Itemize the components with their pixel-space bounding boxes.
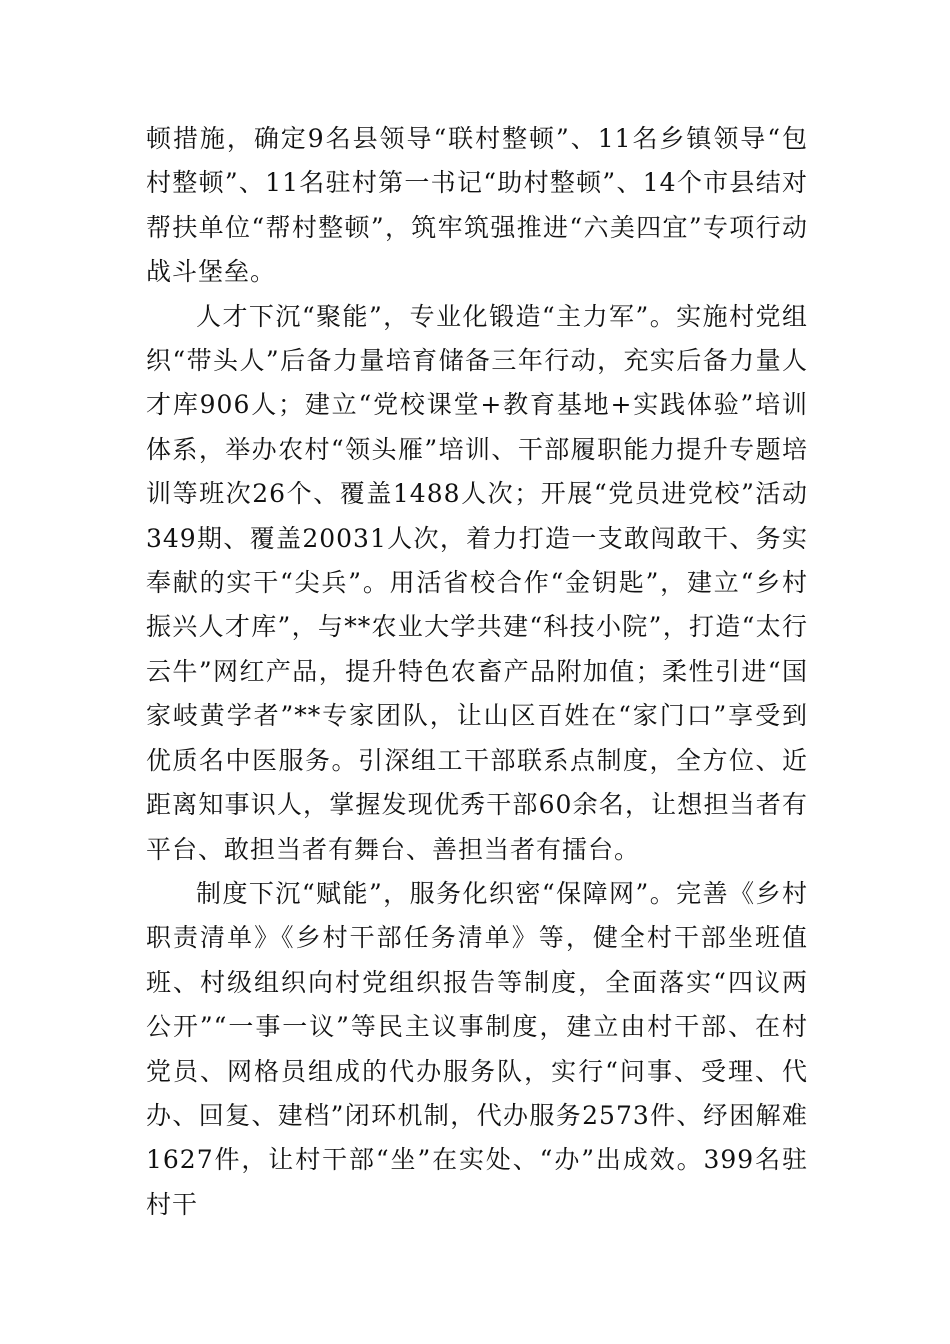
paragraph-system: 制度下沉“赋能”，服务化织密“保障网”。完善《乡村职责清单》《乡村干部任务清单》等，健全村干部坐班值班、村级组织向村党组织报告等制度，全面落实“四议两公开”“一事一议”等民主议事制度，建立由村干部、在村党员、网格员组成的代办服务队，实行“问事、受理、代办、回复、建档”闭环机制，代办服务2573件、纾困解难1627件，让村干部“坐”在实处、“办”出成效。399名驻村干 xyxy=(146,878,808,1219)
document-body xyxy=(146,117,808,1227)
paragraph-continuation: 顿措施，确定9名县领导“联村整顿”、11名乡镇领导“包村整顿”、11名驻村第一书记“助村整顿”、14个市县结对帮扶单位“帮村整顿”，筑牢筑强推进“六美四宜”专项行动战斗堡垒。 xyxy=(146,124,808,287)
paragraph-talent: 人才下沉“聚能”，专业化锻造“主力军”。实施村党组织“带头人”后备力量培育储备三年行动，充实后备力量人才库906人；建立“党校课堂+教育基地+实践体验”培训体系，举办农村“领头雁”培训、干部履职能力提升专题培训等班次26个、覆盖1488人次；开展“党员进党校”活动349期、覆盖20031人次，着力打造一支敢闯敢干、务实奉献的实干“尖兵”。用活省校合作“金钥匙”，建立“乡村振兴人才库”，与**农业大学共建“科技小院”，打造“太行云牛”网红产品，提升特色农畜产品附加值；柔性引进“国家岐黄学者”**专家团队，让山区百姓在“家门口”享受到优质名中医服务。引深组工干部联系点制度，全方位、近距离知事识人，掌握发现优秀干部60余名，让想担当者有平台、敢担当者有舞台、善担当者有擂台。 xyxy=(146,301,808,864)
